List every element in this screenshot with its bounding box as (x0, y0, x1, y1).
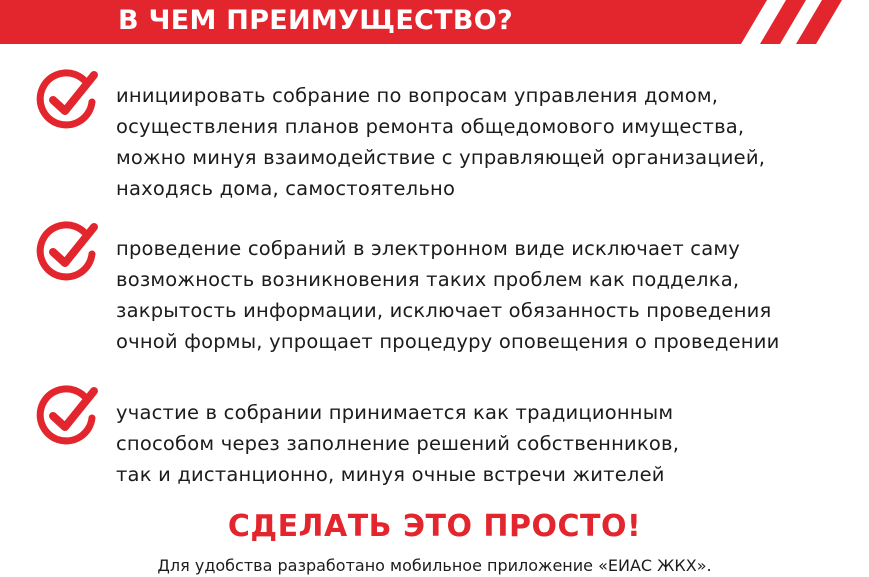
benefit-text: инициировать собрание по вопросам управления домом, осуществления планов ремонта общедомового имущества, можно минуя взаимодействие с управляющей организацией, находясь дома, самостоятельно (116, 84, 766, 200)
footer-text: Для удобства разработано мобильное приложение «ЕИАС ЖКХ». (157, 556, 712, 575)
cta-title: СДЕЛАТЬ ЭТО ПРОСТО! (227, 509, 642, 544)
check-circle-icon (34, 218, 102, 284)
check-circle-icon (34, 66, 102, 132)
benefit-text: участие в собрании принимается как традиционным способом через заполнение решений собственников, так и дистанционно, минуя очные встречи жителей (116, 401, 680, 486)
benefit-text: проведение собраний в электронном виде исключает саму возможность возникновения таких проблем как подделка, закрытость информации, исключает обязанность проведения очной формы, упрощает процедуру оповещения о проведении (116, 237, 780, 353)
page-title: В ЧЕМ ПРЕИМУЩЕСТВО? (118, 5, 513, 36)
check-circle-icon (34, 382, 102, 448)
header-banner (0, 0, 869, 44)
